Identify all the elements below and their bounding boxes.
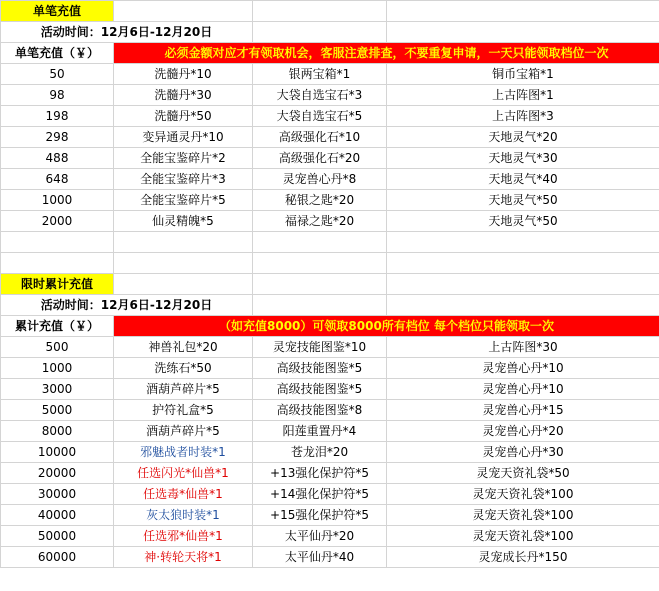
reward1-cell: 全能宝鉴碎片*5 (114, 190, 253, 211)
reward3-cell: 上古阵图*1 (387, 85, 659, 106)
amount-cell: 648 (1, 169, 114, 190)
reward1-cell: 洗练石*50 (114, 358, 253, 379)
reward1-cell: 灰太狼时装*1 (114, 505, 253, 526)
table-row (1, 211, 659, 232)
amount-cell: 1000 (1, 190, 114, 211)
reward1-cell: 全能宝鉴碎片*2 (114, 148, 253, 169)
amount-cell: 60000 (1, 547, 114, 568)
section1-col-header: 单笔充值（￥） (1, 43, 114, 64)
section1-title-row (1, 1, 659, 22)
table-row (1, 169, 659, 190)
section2-header-row (1, 316, 659, 337)
table-row (1, 127, 659, 148)
reward2-cell: 高级技能图鉴*8 (253, 400, 387, 421)
amount-cell: 2000 (1, 211, 114, 232)
amount-cell: 8000 (1, 421, 114, 442)
reward1-cell: 任选毒*仙兽*1 (114, 484, 253, 505)
section1-period-row (1, 22, 659, 43)
section1-header-row (1, 43, 659, 64)
reward3-cell: 灵宠天资礼袋*50 (387, 463, 659, 484)
table-row (1, 463, 659, 484)
reward2-cell: 阳莲重置丹*4 (253, 421, 387, 442)
reward1-cell: 任选闪光*仙兽*1 (114, 463, 253, 484)
blank-row (1, 253, 659, 274)
table-row (1, 106, 659, 127)
amount-cell: 5000 (1, 400, 114, 421)
empty-cell (1, 232, 114, 253)
empty-cell (1, 253, 114, 274)
reward3-cell: 天地灵气*50 (387, 190, 659, 211)
table-row (1, 64, 659, 85)
section2-period: 活动时间：12月6日-12月20日 (1, 295, 253, 316)
amount-cell: 198 (1, 106, 114, 127)
reward3-cell: 铜币宝箱*1 (387, 64, 659, 85)
reward3-cell: 灵宠兽心丹*30 (387, 442, 659, 463)
table-row (1, 442, 659, 463)
reward2-cell: 太平仙丹*20 (253, 526, 387, 547)
reward2-cell: 高级强化石*20 (253, 148, 387, 169)
empty-cell (387, 295, 659, 316)
reward3-cell: 灵宠成长丹*150 (387, 547, 659, 568)
blank-row (1, 232, 659, 253)
table-row (1, 379, 659, 400)
reward3-cell: 上古阵图*30 (387, 337, 659, 358)
empty-cell (387, 232, 659, 253)
empty-cell (253, 232, 387, 253)
amount-cell: 10000 (1, 442, 114, 463)
reward3-cell: 天地灵气*40 (387, 169, 659, 190)
reward1-cell: 全能宝鉴碎片*3 (114, 169, 253, 190)
amount-cell: 50 (1, 64, 114, 85)
reward1-cell: 仙灵精魄*5 (114, 211, 253, 232)
reward1-cell: 神·转轮天将*1 (114, 547, 253, 568)
reward2-cell: 灵宠技能图鉴*10 (253, 337, 387, 358)
reward1-cell: 变异通灵丹*10 (114, 127, 253, 148)
reward2-cell: +15强化保护符*5 (253, 505, 387, 526)
amount-cell: 40000 (1, 505, 114, 526)
empty-cell (253, 274, 387, 295)
empty-cell (253, 295, 387, 316)
section2-col-header: 累计充值（￥） (1, 316, 114, 337)
reward1-cell: 洗髓丹*10 (114, 64, 253, 85)
empty-cell (114, 253, 253, 274)
reward3-cell: 灵宠兽心丹*10 (387, 358, 659, 379)
reward3-cell: 灵宠天资礼袋*100 (387, 505, 659, 526)
reward3-cell: 灵宠兽心丹*20 (387, 421, 659, 442)
amount-cell: 3000 (1, 379, 114, 400)
reward3-cell: 灵宠天资礼袋*100 (387, 526, 659, 547)
reward2-cell: 大袋自选宝石*5 (253, 106, 387, 127)
reward3-cell: 灵宠兽心丹*10 (387, 379, 659, 400)
table-row (1, 547, 659, 568)
reward1-cell: 邪魅战者时装*1 (114, 442, 253, 463)
amount-cell: 1000 (1, 358, 114, 379)
table-row (1, 526, 659, 547)
amount-cell: 30000 (1, 484, 114, 505)
reward1-cell: 护符礼盒*5 (114, 400, 253, 421)
table-row (1, 148, 659, 169)
section2-title-row (1, 274, 659, 295)
amount-cell: 500 (1, 337, 114, 358)
reward2-cell: 高级强化石*10 (253, 127, 387, 148)
amount-cell: 20000 (1, 463, 114, 484)
reward2-cell: 高级技能图鉴*5 (253, 379, 387, 400)
reward3-cell: 灵宠兽心丹*15 (387, 400, 659, 421)
empty-cell (114, 232, 253, 253)
reward3-cell: 天地灵气*30 (387, 148, 659, 169)
reward1-cell: 酒葫芦碎片*5 (114, 421, 253, 442)
empty-cell (253, 253, 387, 274)
reward1-cell: 洗髓丹*50 (114, 106, 253, 127)
reward1-cell: 任选邪*仙兽*1 (114, 526, 253, 547)
section2-notice: （如充值8000）可领取8000所有档位 每个档位只能领取一次 (114, 316, 659, 337)
reward3-cell: 天地灵气*50 (387, 211, 659, 232)
table-row (1, 400, 659, 421)
table-row (1, 85, 659, 106)
table-row (1, 190, 659, 211)
section2-title: 限时累计充值 (1, 274, 114, 295)
reward3-cell: 灵宠天资礼袋*100 (387, 484, 659, 505)
reward1-cell: 酒葫芦碎片*5 (114, 379, 253, 400)
amount-cell: 298 (1, 127, 114, 148)
empty-cell (387, 253, 659, 274)
reward1-cell: 洗髓丹*30 (114, 85, 253, 106)
reward2-cell: 大袋自选宝石*3 (253, 85, 387, 106)
reward2-cell: +13强化保护符*5 (253, 463, 387, 484)
reward2-cell: 福禄之匙*20 (253, 211, 387, 232)
reward2-cell: 银两宝箱*1 (253, 64, 387, 85)
empty-cell (114, 274, 253, 295)
amount-cell: 488 (1, 148, 114, 169)
empty-cell (387, 274, 659, 295)
reward2-cell: +14强化保护符*5 (253, 484, 387, 505)
reward2-cell: 灵宠兽心丹*8 (253, 169, 387, 190)
section2-period-row (1, 295, 659, 316)
reward1-cell: 神兽礼包*20 (114, 337, 253, 358)
table-row (1, 505, 659, 526)
table-row (1, 484, 659, 505)
table-row (1, 421, 659, 442)
reward2-cell: 秘银之匙*20 (253, 190, 387, 211)
table-row (1, 358, 659, 379)
table-row (1, 337, 659, 358)
section1-title: 单笔充值 (1, 1, 114, 22)
amount-cell: 98 (1, 85, 114, 106)
section1-period: 活动时间：12月6日-12月20日 (1, 22, 253, 43)
reward3-cell: 天地灵气*20 (387, 127, 659, 148)
reward2-cell: 太平仙丹*40 (253, 547, 387, 568)
reward2-cell: 苍龙泪*20 (253, 442, 387, 463)
reward2-cell: 高级技能图鉴*5 (253, 358, 387, 379)
amount-cell: 50000 (1, 526, 114, 547)
section1-notice: 必须金额对应才有领取机会，客服注意排查，不要重复申请，一天只能领取档位一次 (114, 43, 659, 64)
reward3-cell: 上古阵图*3 (387, 106, 659, 127)
